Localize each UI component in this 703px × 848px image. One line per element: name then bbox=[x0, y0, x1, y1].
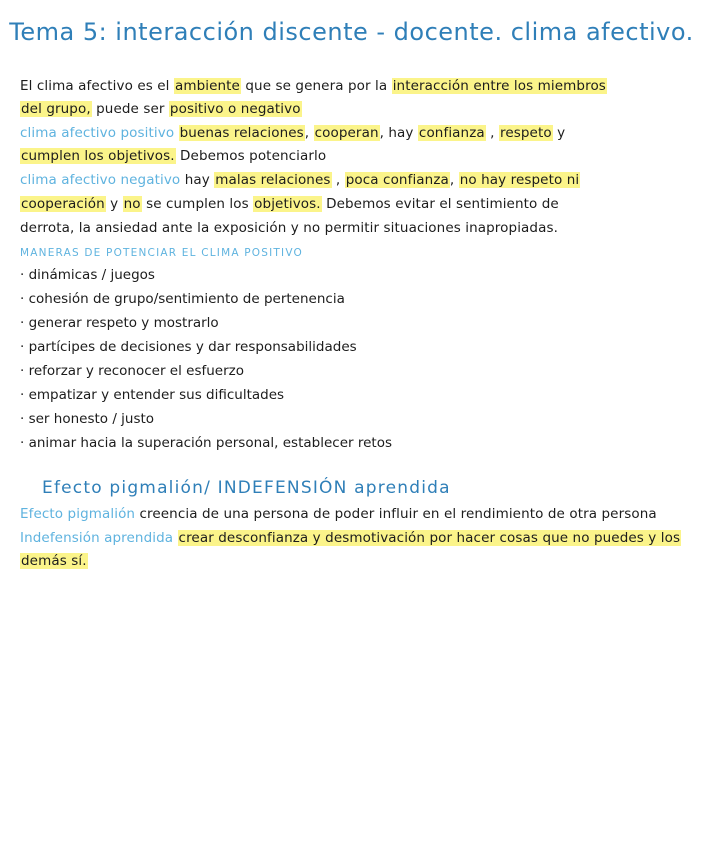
text: puede ser bbox=[96, 101, 165, 117]
highlight: cooperación bbox=[21, 196, 105, 212]
highlight: del grupo, bbox=[21, 101, 91, 117]
highlight: no bbox=[123, 196, 141, 212]
ways-heading: MANERAS DE POTENCIAR EL CLIMA POSITIVO bbox=[20, 247, 303, 259]
text: derrota, la ansiedad ante la exposición y no permitir situaciones inapropiadas. bbox=[20, 220, 558, 236]
intro-line-1 bbox=[20, 78, 690, 94]
highlight: cooperan bbox=[314, 125, 379, 141]
list-item: · reforzar y reconocer el esfuerzo bbox=[20, 363, 245, 379]
positive-line-1 bbox=[20, 125, 690, 141]
list-item: · empatizar y entender sus dificultades bbox=[20, 387, 285, 403]
text: se cumplen los bbox=[146, 196, 249, 212]
indefension-label: Indefensión aprendida bbox=[20, 530, 174, 546]
negative-line-3 bbox=[20, 220, 690, 236]
text: , hay bbox=[379, 125, 414, 141]
text: , bbox=[335, 172, 341, 188]
highlight: confianza bbox=[418, 125, 485, 141]
text: creencia de una persona de poder influir en el rendimiento de otra persona bbox=[139, 506, 657, 522]
highlight: demás sí. bbox=[21, 553, 87, 569]
list-item: · animar hacia la superación personal, establecer retos bbox=[20, 435, 393, 451]
highlight: respeto bbox=[499, 125, 552, 141]
text: que se genera por la bbox=[245, 78, 388, 94]
positive-line-2 bbox=[20, 148, 690, 164]
text: y bbox=[110, 196, 119, 212]
text: hay bbox=[184, 172, 210, 188]
positive-label: clima afectivo positivo bbox=[20, 125, 175, 141]
list-item: · dinámicas / juegos bbox=[20, 267, 155, 283]
highlight: no hay respeto ni bbox=[459, 172, 580, 188]
pigmalion-label: Efecto pigmalión bbox=[20, 506, 136, 522]
text: , bbox=[449, 172, 455, 188]
text: Debemos potenciarlo bbox=[180, 148, 327, 164]
indefension-line-2 bbox=[20, 553, 690, 569]
list-item: · ser honesto / justo bbox=[20, 411, 155, 427]
highlight: cumplen los objetivos. bbox=[21, 148, 175, 164]
highlight: objetivos. bbox=[254, 196, 321, 212]
highlight: buenas relaciones bbox=[179, 125, 304, 141]
negative-line-1 bbox=[20, 172, 690, 188]
list-item: · generar respeto y mostrarlo bbox=[20, 315, 219, 331]
text: , bbox=[490, 125, 495, 141]
indefension-line-1 bbox=[20, 530, 690, 546]
text: El clima afectivo es el bbox=[20, 78, 170, 94]
list-item: · partícipes de decisiones y dar responsabilidades bbox=[20, 339, 357, 355]
negative-label: clima afectivo negativo bbox=[20, 172, 181, 188]
highlight: positivo o negativo bbox=[169, 101, 301, 117]
highlight: malas relaciones bbox=[215, 172, 331, 188]
highlight: crear desconfianza y desmotivación por hacer cosas que no puedes y los bbox=[178, 530, 681, 546]
highlight: ambiente bbox=[174, 78, 240, 94]
text: Debemos evitar el sentimiento de bbox=[326, 196, 559, 212]
page-title: Tema 5: interacción discente - docente. clima afectivo. bbox=[9, 18, 694, 46]
text: y bbox=[557, 125, 566, 141]
highlight: poca confianza bbox=[345, 172, 449, 188]
highlight: interacción entre los miembros bbox=[392, 78, 606, 94]
intro-line-2 bbox=[20, 101, 690, 117]
pigmalion-line bbox=[20, 506, 690, 522]
list-item: · cohesión de grupo/sentimiento de pertenencia bbox=[20, 291, 345, 307]
section-title: Efecto pigmalión/ INDEFENSIÓN aprendida bbox=[42, 478, 451, 498]
negative-line-2 bbox=[20, 196, 690, 212]
text: , bbox=[304, 125, 310, 141]
